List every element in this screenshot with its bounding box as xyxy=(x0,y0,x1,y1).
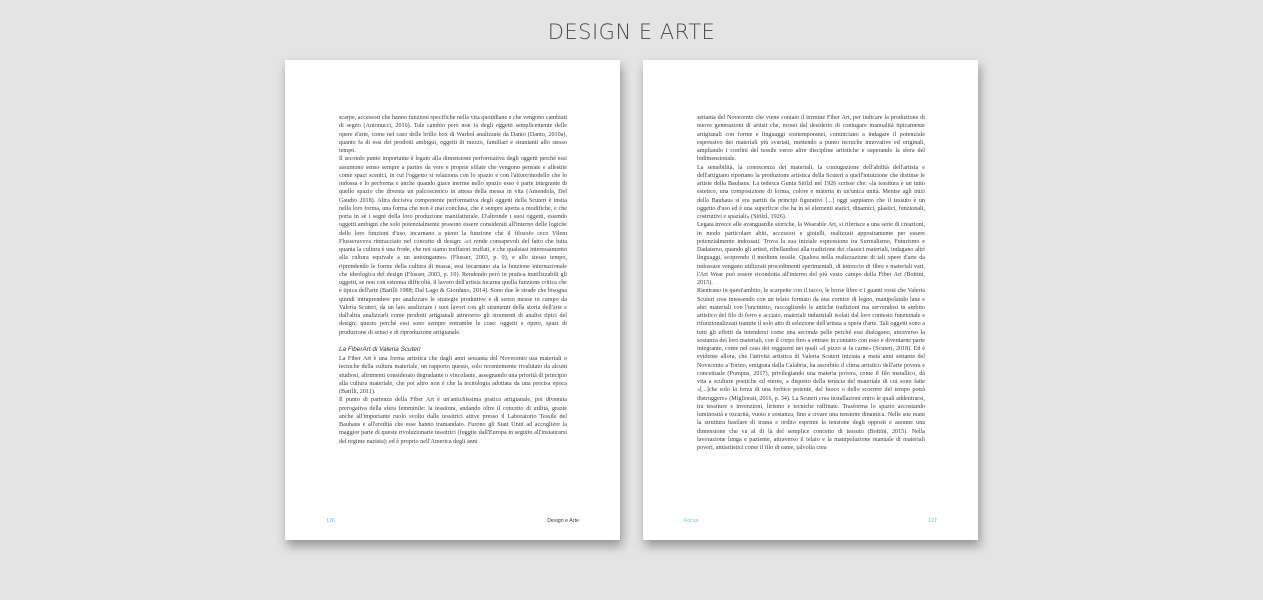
page-title: DESIGN E ARTE xyxy=(547,20,716,44)
paragraph: La sensibilità, la conoscenza dei materiali, la coniugazione dell'abilità dell'artista e dell'artigiano riportano la produzione artistica della Scuteri a quell'intuizione che distinse le artiste della Bauhaus. La tedesca Gunta Stölzl nel 1926 scrisse che: «la tessitura è un tutto estetico, una composizione di forma, colore e materia in un'unica unità. Mentre agli inizi della Bauhaus si era partiti da principi figurativi [...] oggi sappiamo che il tessuto è un oggetto d'uso ed è una superficie che ha in sé elementi statici, dinamici, plastici, funzionali, costruttivi e spaziali» (Stölzl, 1926). xyxy=(697,164,925,220)
left-page-body xyxy=(339,114,567,446)
paragraph: Legata invece alle avanguardie storiche, la Wearable Art, si riferisce a una serie di creazioni, in modo particolare abiti, accessori e gioielli, realizzati appositamente per essere potenzialmente indossati. Trova la sua iniziale espressione tra Surrealismo, Futurismo e Dadaismo, quando gli artisti, ribellandosi alla tradizione dei classici materiali, indagano altri linguaggi, scoprendo il medium tessile. Qualora nella realizzazione di tali opere d'arte da indossare vengano utilizzati procedimenti sperimentali, di intreccio di fibre e materiali vari, l'Art Wear può essere ricondotta all'interno del più vasto campo della Fiber Art (Bottini, 2015). xyxy=(697,222,925,286)
right-page-body xyxy=(697,114,925,452)
paragraph: scarpe, accessori che hanno funzioni specifiche nella vita quotidiane e che vengono cambiati di segno (Antonucci, 2016). Tale cambio però non fa degli oggetti semplicemente delle opere d'arte, come nel caso delle brillo box di Warhol analizzate da Danto (Danto, 2010a), quanto fa di essi dei prodotti ambigui, oggetti di mezzo, familiari e stranianti allo stesso tempo. xyxy=(339,115,567,154)
running-head: Focus xyxy=(684,518,699,524)
paragraph: Il punto di partenza della Fiber Art è un'antichissima pratica artigianale, poi divenuta prerogativa della sfera femminile: la tessitura, andando oltre il concetto di utilità, grazie anche all'importante ruolo svolto dalle tessitrici attive presso il Laboratorio Tessile del Bauhaus e all'eredità che esse hanno tramandato. Furono gli Stati Uniti ad accogliere la maggior parte di queste rivoluzionarie tessitrici (fuggite dall'Europa in seguito all'instaurarsi del regime nazista); ed è proprio nell'America degli anni xyxy=(339,397,567,445)
page-number: 126 xyxy=(326,518,335,524)
paragraph: La Fiber Art è una forma artistica che dagli anni sessanta del Novecento usa materiali o tecniche della cultura materiale, un rapporto questo, solo recentemente rivalutato da alcuni studiosi, altrimenti considerato degradante o vincolante, assegnando una priorità di principio alla cultura materiale, che poi altro non è che la tecnologia adottata da una precisa epoca (Barilli, 2011). xyxy=(339,356,567,395)
page-number: 127 xyxy=(928,518,937,524)
right-page xyxy=(643,60,978,540)
paragraph: Il secondo punto importante è legato alla dimensione performativa degli oggetti perché essi assumono senso sempre a partire da vere e proprie sfilate che vengono pensate e allestite come spazi scenici, in cui l'oggetto si relaziona con lo spazio e con l'attore/modello che lo indossa e lo performa e anche quando giace inerme nello spazio esso è parte integrante di quello spazio che diventa un palcoscenico in attesa della messa in vita (Amendola, Del Gaudio 2018). Altra decisiva componente performativa degli oggetti della Scuteri è insita nella loro forma, una forma che non è mai conclusa, che è sempre aperta a modifiche, e che porta in sé i segni della loro produzione manifatturale. D'altronde i suoi oggetti, essendo oggetti ambigui che solo potenzialmente possono essere considerati all'interno delle logiche delle loro funzioni d'uso, incarnano a pieno la funzione che il filosofo ceco Vilem Flusseraveva rintracciato nel concetto di design: «ci rende consapevoli del fatto che tutta quanta la cultura è una frode, che noi siamo truffatori truffati, e che qualsiasi interessamento alla cultura equivale a un autoinganno» (Flusser, 2003, p. 9), e allo stesso tempo, riprendendo le forme della cultura di massa, essi incarnano sia la funzione internazionale che ideologica del design (Flusser, 2003, p. 10). Rendendo però in pratica inutilizzabili gli oggetti, se non con estrema difficoltà, il lavoro dell'artista incarna quella funzione critica che è tipica dell'arte (Barilli 1988; Dal Lago & Giordano, 2014). Sono due le strade che bisogna quindi intraprendere per analizzare le strategie produttive e di senso messe in campo da Valeria Scuteri, da un lato analizzare i suoi lavori con gli strumenti della storia dell'arte e dall'altra analizzarli come prodotti artigianali attraverso gli strumenti di analisi tipici del design; questo perché essi sono sempre entrambe le cose: oggetti e opere, spazi di produzione di senso e di riproduzione artigianale. xyxy=(339,156,567,336)
paragraph: Rientrano in quest'ambito, le scarpette con il tacco, le borse libro e i guanti rossi che Valeria Scuteri crea intessendo con un telaio formato da una cornice di legno, manipolando lane e altri materiali con l'uncinetto, raccogliendo le antiche tradizioni ma servendosi in ambito artistico del filo di ferro e acciaio, materiali industriali isolati dal loro contesto funzionale e rifunzionalizzati tramite il solo atto di selezione dell'artista a opera d'arte. Tali oggetti sono a tutti gli effetti da intendersi come una seconda pelle perché essi dialogano, attraverso la sostanza dei loro materiali, con il corpo fino a entrare in contatto con esso e diventarne parte integrante, come nel caso dei reggiseni nei quali «il pizzo si fa carne» (Scuteri, 2018). Ed è evidente allora, che l'attività artistica di Valeria Scuteri iniziata a metà anni settanta del Novecento a Torino, emigrata dalla Calabria, ha assorbito il clima artistico dell'arte povera e concettuale (Pompus, 2017), privilegiando una materia povera, come il filo metallico, dà vita a sculture poetiche ed eteree, a dispetto della tenacia del materiale di cui sono fatte «[...]che solo la forza di una forbice potente, del fuoco o dello scorrere del tempo potrà distruggere» (Migliorati, 2016, p. 34). La Scuteri crea installazioni entro le quali addentrarsi, tra tessiture e invenzioni, lirismo e tecniche raffinate. Trasforma lo spazio accostando luminosità e oscurità, vuoto e sostanza, fino a creare una tensione dinamica. Nelle sue mani la struttura basilare di trama e ordito esprime la tensione degli opposti e assume una dimensione che va al di là del semplice concetto di tessuto (Bottini, 2015). Nella lavorazione lunga e paziente, attraverso il telaio e la manipolazione manuale di materiali poveri, antiartistici come il filo di rame, talvolta crea xyxy=(697,288,925,451)
running-head: Design e Arte xyxy=(547,518,579,524)
section-subheading: La FiberArt di Valeria Scuteri xyxy=(339,345,421,353)
left-page xyxy=(285,60,620,540)
paragraph: settanta del Novecento che viene coniato il termine Fiber Art, per indicare la produzione di nuove generazioni di artisti che, mossi dal desiderio di coniugare manualità tipicamente artigianali con forme e linguaggi contemporanei, cominciano a indagare il potenziale espressivo dei materiali più svariati, mettendo a punto tecniche innovative ed originali, ampliando i confini del tessile verso altre discipline artistiche e superando la sfera del bidimensionale. xyxy=(697,115,925,163)
